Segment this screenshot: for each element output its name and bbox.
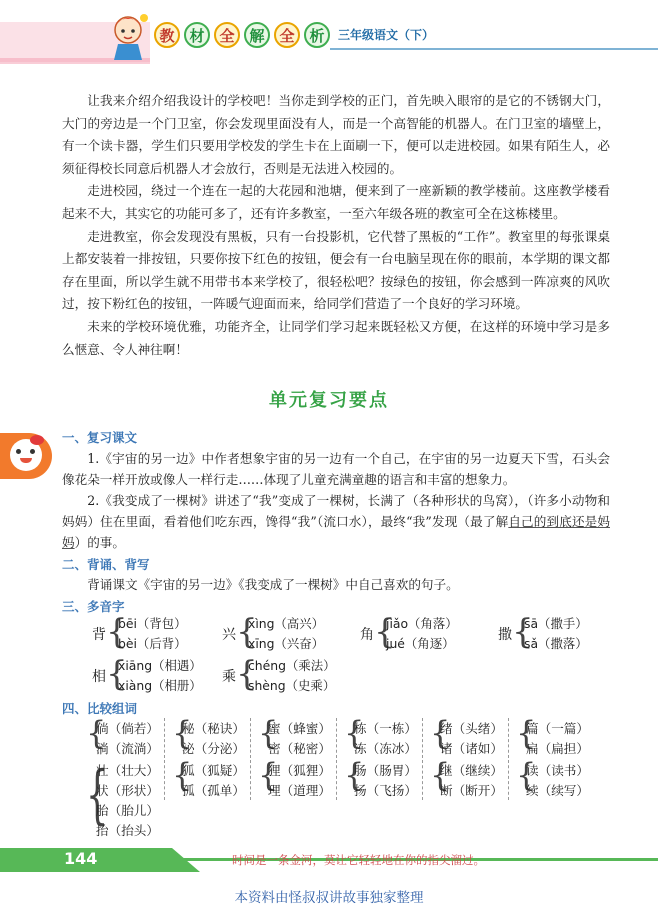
compare-word: 胎（胎儿） — [96, 803, 159, 818]
section-heading-polyphones: 三、多音字 — [62, 599, 125, 614]
title-char: 全 — [274, 22, 300, 48]
review-paragraph-2 — [62, 490, 610, 553]
compare-word: 状（形状） — [96, 783, 159, 798]
brace-icon: { — [258, 714, 279, 752]
compare-group — [258, 714, 338, 758]
review-paragraph-1: 1.《宇宙的另一边》中作者想象宇宙的另一边有一个自己，在宇宙的另一边夏天下雪，石头会像花朵一样开放或像人一样行走……体现了儿童充满童趣的语言和丰富的想象力。 — [62, 451, 610, 487]
compare-group — [172, 714, 252, 758]
compare-word: 扬（飞扬） — [354, 783, 417, 798]
title-char: 析 — [304, 22, 330, 48]
book-title — [154, 22, 330, 48]
compare-group — [86, 760, 166, 842]
recite-paragraph: 背诵课文《宇宙的另一边》《我变成了一棵树》中自己喜欢的句子。 — [87, 577, 459, 592]
polyphone-char: 乘 — [222, 669, 236, 685]
brace-icon: { — [516, 756, 537, 794]
reading: sā（撒手） — [524, 616, 588, 631]
title-char: 解 — [244, 22, 270, 48]
recite-text — [62, 574, 610, 595]
brace-icon: { — [430, 756, 451, 794]
review-p2-part: 2.《我变成了一棵树》讲述了“我”变成了一棵树，长满了（各种形状的鸟窝），（许多小动物和妈妈）住在里面，看着他们吃东西，馋得“我”（流口水），最终“我”发现（最了解 — [62, 493, 610, 529]
essay-paragraph: 让我来介绍介绍我设计的学校吧！当你走到学校的正门，首先映入眼帘的是它的不锈钢大门，大门的旁边是一个门卫室，你会发现里面没有人，而是一个高智能的机器人。在门卫室的墙壁上，有一个读卡器，学生们只要用学校发的学生卡在上面刷一下，便可以走进校园。如果有陌生人，必须征得校长同意后机器人才会放行，否则是无法进入校园的。 — [62, 93, 610, 176]
brace-icon: { — [374, 612, 396, 652]
dashed-divider — [164, 718, 165, 758]
polyphone-item — [92, 656, 222, 696]
reading: chéng（乘法） — [248, 658, 336, 673]
brace-icon: { — [86, 758, 109, 832]
title-char: 教 — [154, 22, 180, 48]
reading: bèi（后背） — [118, 636, 187, 651]
compare-word: 蜜（蜂蜜） — [268, 721, 331, 736]
compare-group — [516, 756, 596, 800]
reading: xiāng（相遇） — [118, 658, 202, 673]
compare-word: 倘（倘若） — [96, 721, 159, 736]
brace-icon: { — [172, 714, 193, 752]
reading: jiǎo（角落） — [386, 616, 458, 631]
section-heading-review: 一、复习课文 — [62, 430, 138, 445]
dashed-divider — [336, 718, 337, 758]
compare-word: 肠（肠胃） — [354, 763, 417, 778]
reading: xiàng（相册） — [118, 678, 202, 693]
page-header — [0, 8, 658, 70]
brace-icon: { — [344, 714, 365, 752]
side-tab — [0, 433, 52, 479]
header-rule — [330, 48, 658, 50]
reading: bēi（背包） — [118, 616, 187, 631]
compare-word: 栋（一栋） — [354, 721, 417, 736]
compare-word: 绪（头绪） — [440, 721, 503, 736]
mascot-icon — [106, 10, 150, 62]
compare-word: 孤（孤单） — [182, 783, 245, 798]
compare-group — [344, 714, 424, 758]
reading: jué（角逐） — [386, 636, 455, 651]
compare-word: 理（道理） — [268, 783, 331, 798]
polyphone-char: 兴 — [222, 627, 236, 643]
compare-group — [430, 714, 510, 758]
polyphone-item — [498, 614, 628, 654]
footer-green-tab — [0, 848, 200, 872]
polyphone-item — [222, 656, 352, 696]
brace-icon: { — [172, 756, 193, 794]
compare-group — [172, 756, 252, 800]
compare-word: 冻（冻冰） — [354, 741, 417, 756]
polyphone-char: 撒 — [498, 627, 512, 643]
essay-paragraph: 走进教室，你会发现没有黑板，只有一台投影机，它代替了黑板的“工作”。教室里的每张课桌上都安装着一排按钮，只要你按下红色的按钮，便会有一台电脑呈现在你的眼前，本学期的课文都存在里面，所以学生就不用带书本来学校了，很轻松吧？按绿色的按钮，你会感到一阵凉爽的风吹过，按下粉红色的按钮，一阵暖气迎面而来，给同学们营造了一个良好的学习环境。 — [62, 228, 610, 312]
dashed-divider — [422, 760, 423, 800]
compare-group — [86, 714, 166, 758]
brace-icon: { — [106, 612, 128, 652]
compare-word: 断（断开） — [440, 783, 503, 798]
polyphone-item — [360, 614, 490, 654]
book-subtitle: 三年级语文（下） — [338, 28, 435, 42]
brace-icon: { — [430, 714, 451, 752]
compare-word: 狐（狐疑） — [182, 763, 245, 778]
compare-group — [344, 756, 424, 800]
compare-word: 壮（壮大） — [96, 763, 159, 778]
compare-word: 读（读书） — [526, 763, 589, 778]
dashed-divider — [336, 760, 337, 800]
compare-word: 抬（抬头） — [96, 823, 159, 838]
brace-icon: { — [106, 654, 128, 694]
essay-paragraph: 走进校园，绕过一个连在一起的大花园和池塘，便来到了一座新颖的教学楼前。这座教学楼看起来不大，其实它的功能可多了，还有许多教室，一至六年级各班的教室可全在这栋楼里。 — [62, 183, 610, 221]
essay-text — [62, 90, 610, 361]
dashed-divider — [508, 760, 509, 800]
compare-group — [430, 756, 510, 800]
compare-word: 诸（诸如） — [440, 741, 503, 756]
brace-icon: { — [86, 714, 107, 752]
reading: xīng（兴奋） — [248, 636, 325, 651]
dashed-divider — [422, 718, 423, 758]
polyphone-item — [222, 614, 352, 654]
essay-paragraph: 未来的学校环境优雅，功能齐全，让同学们学习起来既轻松又方便，在这样的环境中学习是多么惬意、令人神往啊！ — [62, 318, 610, 357]
reading: sǎ（撒落） — [524, 636, 588, 651]
credit-line: 本资料由怪叔叔讲故事独家整理 — [234, 890, 424, 906]
reading: xìng（高兴） — [248, 616, 325, 631]
brace-icon: { — [512, 612, 534, 652]
compare-group — [516, 714, 596, 758]
unit-review-title: 单元复习要点 — [269, 390, 389, 411]
brace-icon: { — [516, 714, 537, 752]
compare-word: 泌（分泌） — [182, 741, 245, 756]
dashed-divider — [250, 718, 251, 758]
compare-word: 扁（扁担） — [526, 741, 589, 756]
brace-icon: { — [258, 756, 279, 794]
compare-word: 秘（秘诀） — [182, 721, 245, 736]
polyphone-char: 背 — [92, 627, 106, 643]
page-number: 144 — [64, 849, 98, 868]
compare-group — [258, 756, 338, 800]
compare-word: 续（续写） — [526, 783, 589, 798]
polyphone-char: 角 — [360, 627, 374, 643]
polyphone-item — [92, 614, 222, 654]
title-char: 全 — [214, 22, 240, 48]
dashed-divider — [508, 718, 509, 758]
dashed-divider — [250, 760, 251, 800]
reading: shèng（史乘） — [248, 678, 336, 693]
bow-icon — [30, 435, 44, 445]
brace-icon: { — [236, 654, 258, 694]
section-heading-recite: 二、背诵、背写 — [62, 557, 150, 572]
review-p2-underlined: 自己的到底还是妈妈 — [62, 514, 610, 550]
compare-word: 淌（流淌） — [96, 741, 159, 756]
compare-word: 继（继续） — [440, 763, 503, 778]
polyphone-char: 相 — [92, 669, 106, 685]
compare-word: 篇（一篇） — [526, 721, 589, 736]
dashed-divider — [164, 760, 165, 800]
compare-word: 密（秘密） — [268, 741, 331, 756]
review-p2-part: ）的事。 — [74, 535, 125, 550]
title-char: 材 — [184, 22, 210, 48]
review-text — [62, 448, 610, 553]
footer-motto: 时间是一条金河，莫让它轻轻地在你的指尖溜过。 — [232, 853, 485, 867]
compare-word: 狸（狐狸） — [268, 763, 331, 778]
section-heading-compare: 四、比较组词 — [62, 701, 138, 716]
brace-icon: { — [236, 612, 258, 652]
brace-icon: { — [344, 756, 365, 794]
